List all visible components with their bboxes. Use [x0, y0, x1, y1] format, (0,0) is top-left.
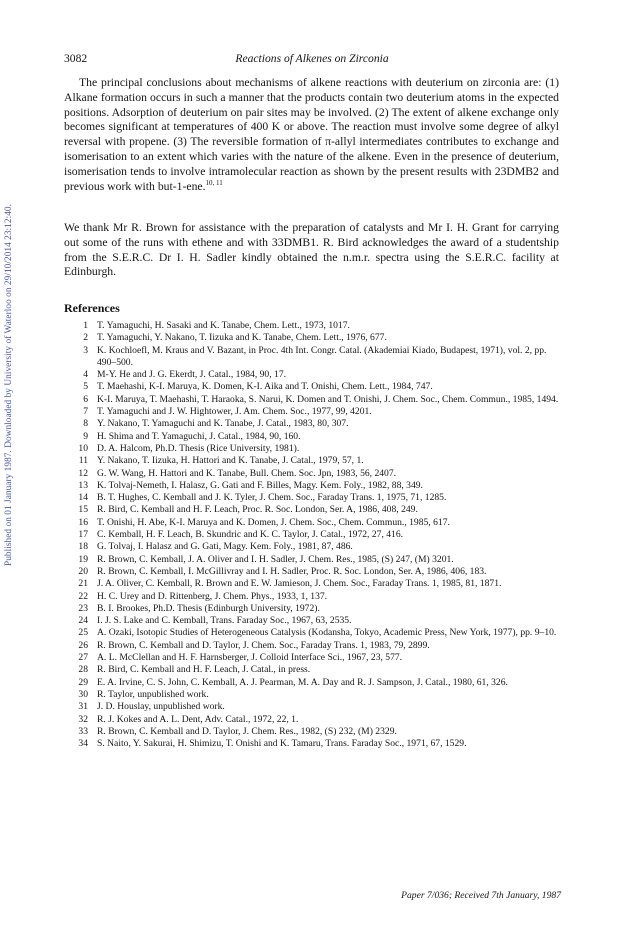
reference-text: T. Maehashi, K-I. Maruya, K. Domen, K-I. Aika and T. Onishi, Chem. Lett., 1984, 747. — [97, 381, 433, 393]
reference-text: E. A. Irvine, C. S. John, C. Kemball, A. J. Pearman, M. A. Day and R. J. Sampson, J. Catal., 1980, 61, 326. — [97, 676, 508, 688]
reference-item — [76, 406, 562, 418]
reference-text: J. A. Oliver, C. Kemball, R. Brown and E. W. Jamieson, J. Chem. Soc., Faraday Trans. 1, 1985, 81, 1871. — [97, 578, 502, 590]
reference-text: R. Taylor, unpublished work. — [97, 688, 209, 700]
reference-text: Y. Nakano, T. Yamaguchi and K. Tanabe, J. Catal., 1983, 80, 307. — [97, 418, 349, 430]
reference-item — [76, 541, 562, 553]
reference-number: 1 — [83, 320, 88, 331]
reference-text: H. C. Urey and D. Rittenberg, J. Chem. Phys., 1933, 1, 137. — [97, 590, 328, 602]
reference-number: 5 — [83, 381, 88, 393]
page-number: 3082 — [64, 52, 88, 65]
download-watermark — [2, 150, 16, 620]
reference-number: 23 — [78, 602, 88, 614]
references-heading: References — [64, 301, 120, 315]
reference-number: 30 — [78, 688, 88, 700]
reference-text: I. J. S. Lake and C. Kemball, Trans. Faraday Soc., 1967, 63, 2535. — [97, 615, 352, 627]
conclusions-paragraph — [64, 76, 559, 194]
reference-text: R. Brown, C. Kemball and D. Taylor, J. Chem. Res., 1982, (S) 232, (M) 2329. — [97, 725, 397, 737]
reference-number: 6 — [83, 393, 88, 405]
reference-text: K. Tolvaj-Nemeth, I. Halasz, G. Gati and F. Billes, Magy. Kem. Foly., 1982, 88, 349. — [97, 479, 423, 491]
reference-number: 34 — [78, 738, 88, 750]
reference-item — [76, 492, 562, 504]
reference-number: 22 — [78, 590, 88, 602]
reference-item — [76, 578, 562, 590]
reference-item — [76, 554, 562, 566]
reference-text: T. Onishi, H. Abe, K-I. Maruya and K. Domen, J. Chem. Soc., Chem. Commun., 1985, 617. — [97, 516, 450, 528]
reference-text: A. Ozaki, Isotopic Studies of Heterogeneous Catalysis (Kodansha, Tokyo, Academic Press, New York, 1977), pp. 9–10. — [97, 627, 557, 639]
reference-text: T. Yamaguchi, H. Sasaki and K. Tanabe, Chem. Lett., 1973, 1017. — [97, 320, 350, 331]
reference-item — [76, 664, 562, 676]
reference-item — [76, 517, 562, 529]
reference-text: R. Brown, C. Kemball and D. Taylor, J. Chem. Soc., Faraday Trans. 1, 1983, 79, 2899. — [97, 639, 430, 651]
reference-text: G. Tolvaj, I. Halasz and G. Gati, Magy. Kem. Foly., 1981, 87, 486. — [97, 541, 353, 553]
reference-number: 10 — [78, 442, 88, 454]
reference-item — [76, 689, 562, 701]
reference-number: 29 — [78, 676, 88, 688]
reference-number: 7 — [83, 406, 88, 418]
reference-item — [76, 652, 562, 664]
reference-item — [76, 738, 562, 750]
reference-number: 19 — [78, 553, 88, 565]
reference-item — [76, 468, 562, 480]
reference-item — [76, 332, 562, 344]
reference-item — [76, 591, 562, 603]
reference-number: 33 — [78, 725, 88, 737]
reference-number: 31 — [78, 701, 88, 713]
reference-text: C. Kemball, H. F. Leach, B. Skundric and K. C. Taylor, J. Catal., 1972, 27, 416. — [97, 529, 404, 541]
reference-text: R. J. Kokes and A. L. Dent, Adv. Catal., 1972, 22, 1. — [97, 713, 299, 725]
reference-number: 4 — [83, 369, 88, 381]
reference-text: R. Bird, C. Kemball and H. F. Leach, Proc. R. Soc. London, Ser. A, 1986, 408, 249. — [97, 504, 418, 516]
reference-number: 32 — [78, 713, 88, 725]
reference-number: 8 — [83, 418, 88, 430]
reference-number: 25 — [78, 627, 88, 639]
reference-text: D. A. Halcom, Ph.D. Thesis (Rice University, 1981). — [97, 442, 300, 454]
paper-footer: Paper 7/036; Received 7th January, 1987 — [401, 890, 561, 901]
reference-number: 28 — [78, 664, 88, 676]
reference-text: R. Bird, C. Kemball and H. F. Leach, J. Catal., in press. — [97, 664, 311, 676]
acknowledgements-paragraph: We thank Mr R. Brown for assistance with the preparation of catalysts and Mr I. H. Grant for carrying out some of the runs with ethene and with 33DMB1. R. Bird acknowledges the award of a studentship from the S.E.R.C. Dr I. H. Sadler kindly obtained the n.m.r. spectra using the S.E.R.C. facility at Edinburgh. — [64, 221, 559, 279]
reference-number: 9 — [83, 430, 88, 442]
reference-text: B. I. Brookes, Ph.D. Thesis (Edinburgh University, 1972). — [97, 602, 320, 614]
download-watermark-text: Published on 01 January 1987. Downloaded by University of Waterloo on 29/10/2014 23:12:40. — [4, 204, 14, 566]
reference-item — [76, 394, 562, 406]
reference-item — [76, 726, 562, 738]
reference-number: 21 — [78, 578, 88, 590]
reference-item — [76, 701, 562, 713]
conclusions-citation: 10, 11 — [205, 178, 223, 187]
reference-number: 26 — [78, 639, 88, 651]
reference-item — [76, 369, 562, 381]
reference-text: T. Yamaguchi, Y. Nakano, T. Iizuka and K. Tanabe, Chem. Lett., 1976, 677. — [97, 332, 387, 344]
reference-text: K. Kochloefl, M. Kraus and V. Bazant, in Proc. 4th Int. Congr. Catal. (Akademiai Kiado, Budapest, 1971), vol. 2, pp. 490–500. — [97, 344, 547, 368]
reference-item — [76, 320, 562, 332]
reference-number: 12 — [78, 467, 88, 479]
reference-number: 13 — [78, 479, 88, 491]
references-list — [76, 320, 562, 750]
reference-number: 14 — [78, 492, 88, 504]
reference-item — [76, 381, 562, 393]
reference-item — [76, 431, 562, 443]
reference-number: 16 — [78, 516, 88, 528]
reference-item — [76, 345, 562, 370]
reference-number: 27 — [78, 652, 88, 664]
reference-item — [76, 714, 562, 726]
reference-item — [76, 443, 562, 455]
reference-text: S. Naito, Y. Sakurai, H. Shimizu, T. Onishi and K. Tamaru, Trans. Faraday Soc., 1971, 67, 1529. — [97, 738, 467, 750]
reference-number: 3 — [83, 344, 88, 356]
reference-item — [76, 627, 562, 639]
reference-text: J. D. Houslay, unpublished work. — [97, 701, 225, 713]
reference-number: 24 — [78, 615, 88, 627]
reference-item — [76, 677, 562, 689]
reference-text: T. Yamaguchi and J. W. Hightower, J. Am. Chem. Soc., 1977, 99, 4201. — [97, 406, 372, 418]
running-header — [64, 52, 560, 68]
reference-item — [76, 529, 562, 541]
reference-text: H. Shima and T. Yamaguchi, J. Catal., 1984, 90, 160. — [97, 430, 301, 442]
reference-text: G. W. Wang, H. Hattori and K. Tanabe, Bull. Chem. Soc. Jpn, 1983, 56, 2407. — [97, 467, 397, 479]
reference-number: 15 — [78, 504, 88, 516]
reference-number: 20 — [78, 565, 88, 577]
reference-text: R. Brown, C. Kemball, I. McGillivray and I. H. Sadler, Proc. R. Soc. London, Ser. A, 1986, 406, 183. — [97, 565, 487, 577]
reference-item — [76, 615, 562, 627]
reference-number: 18 — [78, 541, 88, 553]
reference-item — [76, 504, 562, 516]
reference-number: 11 — [78, 455, 88, 467]
reference-text: B. T. Hughes, C. Kemball and J. K. Tyler, J. Chem. Soc., Faraday Trans. 1, 1975, 71, 1285. — [97, 492, 447, 504]
conclusions-text: The principal conclusions about mechanisms of alkene reactions with deuterium on zirconia are: (1) Alkane formation occurs in such a manner that the products contain two deuterium atoms in the expected positions. Adsorption of deuterium on pair sites may be involved. (2) The extent of alkene exchange only becomes significant at temperatures of 400 K or above. The reaction must involve some degree of alkyl reversal with propene. (3) The reversible formation of π-allyl intermediates contributes to exchange and isomerisation to an extent which varies with the nature of the alkene. Even in the presence of deuterium, isomerisation tends to involve intramolecular reaction as shown by the present results with 23DMB2 and previous work with but-1-ene. — [64, 76, 559, 193]
reference-item — [76, 455, 562, 467]
reference-number: 17 — [78, 529, 88, 541]
reference-text: R. Brown, C. Kemball, J. A. Oliver and I. H. Sadler, J. Chem. Res., 1985, (S) 247, (M) 3201. — [97, 553, 454, 565]
reference-text: M-Y. He and J. G. Ekerdt, J. Catal., 1984, 90, 17. — [97, 369, 287, 381]
reference-number: 2 — [83, 332, 88, 344]
reference-item — [76, 418, 562, 430]
running-title: Reactions of Alkenes on Zirconia — [235, 52, 389, 65]
reference-item — [76, 603, 562, 615]
reference-item — [76, 566, 562, 578]
reference-text: Y. Nakano, T. Iizuka, H. Hattori and K. Tanabe, J. Catal., 1979, 57, 1. — [97, 455, 364, 467]
reference-text: A. L. McClellan and H. F. Harnsberger, J. Colloid Interface Sci., 1967, 23, 577. — [97, 652, 403, 664]
reference-item — [76, 640, 562, 652]
reference-item — [76, 480, 562, 492]
reference-text: K-I. Maruya, T. Maehashi, T. Haraoka, S. Narui, K. Domen and T. Onishi, J. Chem. Soc., Chem. Commun., 1985, 1494. — [97, 393, 559, 405]
